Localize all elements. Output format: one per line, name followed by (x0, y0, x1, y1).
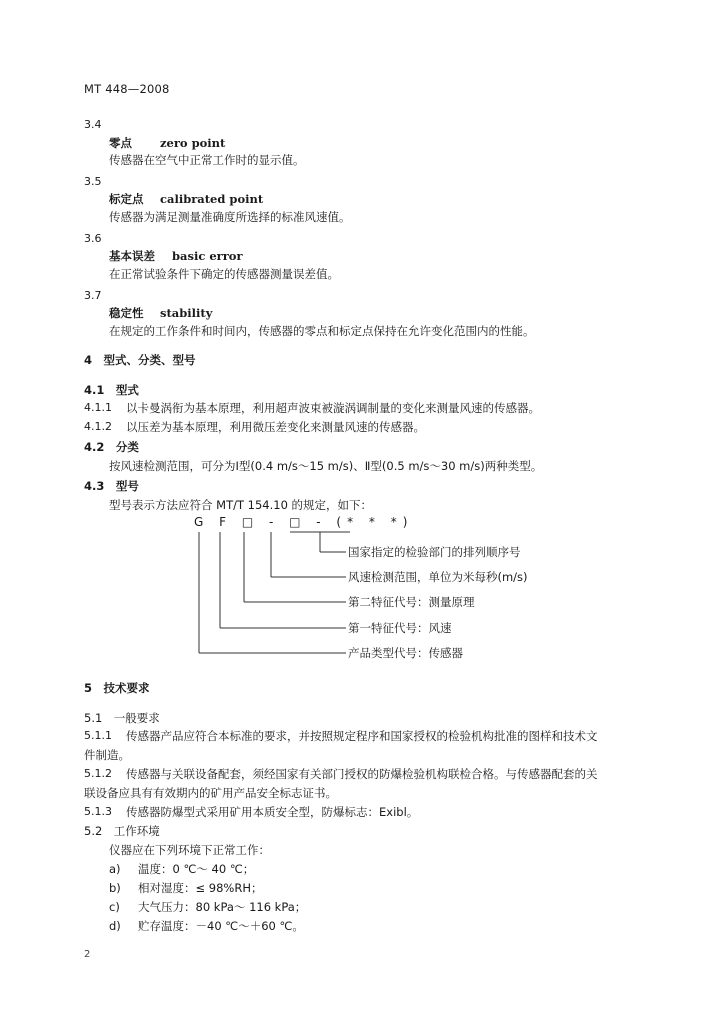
term-zh-3-5: 标定点 (109, 192, 144, 206)
clause-4-3-title: 4.3 型号 (84, 479, 139, 493)
env-item-temperature: 温度：0 ℃～ 40 ℃； (138, 862, 255, 876)
term-en-3-5: calibrated point (160, 192, 264, 206)
clause-4-3-text: 型号表示方法应符合 MT/T 154.10 的规定，如下： (109, 498, 373, 512)
term-en-3-6: basic error (172, 249, 243, 263)
clause-number-3-7: 3.7 (84, 289, 102, 302)
clause-number-5-1-3: 5.1.3 (84, 805, 112, 818)
clause-5-2-text: 仪器应在下列环境下正常工作： (109, 843, 270, 857)
env-item-pressure: 大气压力：80 kPa～ 116 kPa； (138, 900, 307, 914)
model-code: G F □ - □ - (* * *) (194, 515, 414, 529)
clause-5-2-title: 5.2 工作环境 (84, 824, 160, 838)
clause-number-5-1-2: 5.1.2 (84, 767, 112, 780)
clause-number-3-6: 3.6 (84, 232, 102, 245)
env-item-humidity: 相对湿度：≤ 98%RH； (138, 881, 263, 895)
clause-5-1-2-text-b: 联设备应具有有效期内的矿用产品安全标志证书。 (84, 786, 337, 800)
term-zh-3-6: 基本误差 (109, 249, 155, 263)
model-label-serial: 国家指定的检验部门的排列顺序号 (348, 545, 521, 559)
clause-number-4-1-2: 4.1.2 (84, 420, 112, 433)
clause-5-1-1-text-b: 件制造。 (84, 748, 130, 762)
clause-number-4-1-1: 4.1.1 (84, 401, 112, 414)
section-4-title: 4 型式、分类、型号 (84, 353, 196, 367)
model-label-product-type: 产品类型代号：传感器 (348, 646, 463, 660)
term-zh-3-4: 零点 (109, 136, 132, 150)
clause-4-1-2-text: 以压差为基本原理，利用微压差变化来测量风速的传感器。 (126, 420, 425, 434)
model-label-range: 风速检测范围，单位为米每秒(m/s) (348, 570, 528, 584)
clause-4-2-text: 按风速检测范围，可分为Ⅰ型(0.4 m/s～15 m/s)、Ⅱ型(0.5 m/s～30 m/s)两种类型。 (109, 459, 543, 473)
env-item-key: b) (109, 881, 121, 895)
clause-4-1-1-text: 以卡曼涡衔为基本原理，利用超声波束被漩涡调制量的变化来测量风速的传感器。 (126, 401, 540, 415)
clause-5-1-1-text-a: 传感器产品应符合本标准的要求，并按照规定程序和国家授权的检验机构批准的图样和技术文 (126, 729, 598, 743)
clause-4-1-title: 4.1 型式 (84, 383, 139, 397)
term-en-3-7: stability (160, 306, 213, 320)
document-header: MT 448—2008 (84, 82, 170, 96)
term-def-3-6: 在正常试验条件下确定的传感器测量误差值。 (109, 267, 339, 281)
env-item-storage: 贮存温度：－40 ℃～＋60 ℃。 (138, 919, 304, 933)
clause-5-1-3-text: 传感器防爆型式采用矿用本质安全型，防爆标志：Exibl。 (126, 805, 419, 819)
env-item-key: a) (109, 862, 121, 876)
model-label-first-code: 第一特征代号：风速 (348, 621, 452, 635)
env-item-key: d) (109, 919, 121, 933)
clause-number-3-5: 3.5 (84, 175, 102, 188)
section-5-title: 5 技术要求 (84, 681, 150, 695)
term-def-3-7: 在规定的工作条件和时间内，传感器的零点和标定点保持在允许变化范围内的性能。 (109, 324, 535, 338)
clause-number-5-1-1: 5.1.1 (84, 729, 112, 742)
clause-5-1-2-text-a: 传感器与关联设备配套，须经国家有关部门授权的防爆检验机构联检合格。与传感器配套的关 (126, 767, 598, 781)
term-def-3-4: 传感器在空气中正常工作时的显示值。 (109, 153, 305, 167)
term-zh-3-7: 稳定性 (109, 306, 144, 320)
clause-number-3-4: 3.4 (84, 118, 102, 131)
clause-5-1-title: 5.1 一般要求 (84, 711, 160, 725)
page-number: 2 (84, 949, 91, 960)
model-label-second-code: 第二特征代号：测量原理 (348, 595, 475, 609)
clause-4-2-title: 4.2 分类 (84, 440, 139, 454)
term-en-3-4: zero point (160, 136, 226, 150)
term-def-3-5: 传感器为满足测量准确度所选择的标准风速值。 (109, 210, 351, 224)
env-item-key: c) (109, 900, 120, 914)
